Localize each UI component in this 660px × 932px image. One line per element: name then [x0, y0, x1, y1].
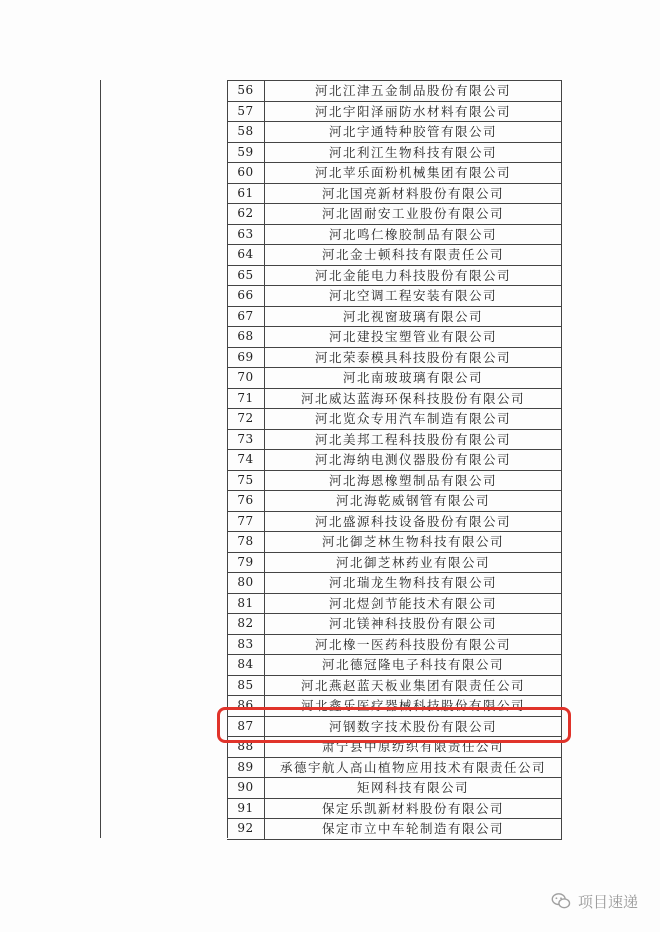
row-number: 84: [227, 655, 265, 675]
company-name: 河北南玻玻璃有限公司: [342, 370, 483, 385]
table-row: [227, 163, 561, 184]
company-name: 矩网科技有限公司: [356, 780, 469, 795]
company-name: 河北燕赵蓝天板业集团有限责任公司: [300, 677, 525, 693]
row-number: 85: [227, 676, 265, 696]
table-row: [227, 266, 561, 287]
table-row: [227, 573, 561, 594]
row-number: 60: [227, 163, 265, 183]
table-row: [227, 184, 561, 205]
company-name: 保定乐凯新材料股份有限公司: [321, 800, 504, 816]
row-number: 65: [227, 266, 265, 286]
row-number: 62: [227, 204, 265, 224]
company-name: 河北橡一医药科技股份有限公司: [314, 636, 511, 652]
table-row: [227, 225, 561, 246]
company-name: 河北利江生物科技有限公司: [328, 144, 497, 160]
company-name: 河北览众专用汽车制造有限公司: [314, 411, 511, 426]
table-row: [227, 245, 561, 266]
row-number: 75: [227, 471, 265, 491]
row-number: 72: [227, 409, 265, 429]
table-row: [227, 122, 561, 143]
wechat-icon: [550, 890, 572, 912]
row-number: 66: [227, 286, 265, 306]
company-name: 河北金士顿科技有限责任公司: [321, 247, 504, 262]
row-number: 71: [227, 389, 265, 409]
row-number: 79: [227, 553, 265, 573]
company-name: 河北建投宝塑管业有限公司: [328, 329, 497, 344]
table-row: [227, 81, 561, 102]
table-row: [227, 819, 561, 840]
company-name: 河北煜剑节能技术有限公司: [328, 595, 497, 611]
company-name: 河北威达蓝海环保科技股份有限公司: [300, 390, 525, 406]
row-number: 81: [227, 594, 265, 614]
company-name: 河北金能电力科技股份有限公司: [314, 267, 511, 283]
row-number: 90: [227, 778, 265, 798]
table-row: [227, 307, 561, 328]
table-row: [227, 758, 561, 779]
row-number: 74: [227, 450, 265, 470]
row-number: 67: [227, 307, 265, 327]
watermark: [550, 890, 638, 912]
company-name: 河北鑫乐医疗器械科技股份有限公司: [300, 698, 525, 713]
row-number: 61: [227, 184, 265, 204]
company-name: 河北海乾威钢管有限公司: [335, 493, 490, 508]
company-name: 河钢数字技术股份有限公司: [328, 718, 497, 734]
table-row: [227, 450, 561, 471]
company-name: 河北德冠隆电子科技有限公司: [321, 657, 504, 672]
row-number: 89: [227, 758, 265, 778]
company-name: 河北苹乐面粉机械集团有限公司: [314, 165, 511, 180]
table-row: [227, 143, 561, 164]
watermark-text: 项目速递: [577, 892, 638, 911]
row-number: 77: [227, 512, 265, 532]
company-name: 河北美邦工程科技股份有限公司: [314, 431, 511, 447]
table-row: [227, 553, 561, 574]
table-row: [227, 409, 561, 430]
company-name: 河北瑞龙生物科技有限公司: [328, 575, 497, 590]
table-row: [227, 286, 561, 307]
company-name: 河北鸣仁橡胶制品有限公司: [328, 226, 497, 242]
table-row: [227, 778, 561, 799]
table-row: [227, 430, 561, 451]
table-row: [227, 655, 561, 676]
row-number: 80: [227, 573, 265, 593]
table-row: [227, 389, 561, 410]
table-row: [227, 676, 561, 697]
company-name: 河北固耐安工业股份有限公司: [321, 206, 504, 221]
row-number: 82: [227, 614, 265, 634]
row-number: 86: [227, 696, 265, 716]
row-number: 78: [227, 532, 265, 552]
company-name: 河北御芝林生物科技有限公司: [321, 534, 504, 549]
company-name: 河北宇阳泽丽防水材料有限公司: [314, 103, 511, 119]
company-name: 河北江津五金制品股份有限公司: [314, 83, 511, 98]
company-name: 河北空调工程安装有限公司: [328, 288, 497, 303]
table-row: [227, 614, 561, 635]
table-row: [227, 102, 561, 123]
row-number: 88: [227, 737, 265, 757]
company-name: 河北宇通特种胶管有限公司: [328, 124, 497, 139]
company-name: 河北镁神科技股份有限公司: [328, 616, 497, 631]
company-name: 河北海恩橡塑制品有限公司: [328, 472, 497, 488]
row-number: 58: [227, 122, 265, 142]
row-number: 63: [227, 225, 265, 245]
company-name: 河北盛源科技设备股份有限公司: [314, 513, 511, 529]
company-name: 保定市立中车轮制造有限公司: [321, 821, 504, 836]
table-row: [227, 532, 561, 553]
row-number: 73: [227, 430, 265, 450]
row-number: 70: [227, 368, 265, 388]
table-row: [227, 348, 561, 369]
row-number: 76: [227, 491, 265, 511]
highlight-box: [217, 707, 571, 743]
table-row: [227, 471, 561, 492]
row-number: 68: [227, 327, 265, 347]
row-number: 83: [227, 635, 265, 655]
company-name: 肃宁县中原纺织有限责任公司: [321, 739, 504, 754]
company-name: 承德宇航人高山植物应用技术有限责任公司: [279, 759, 546, 775]
company-name: 河北国亮新材料股份有限公司: [321, 185, 504, 201]
row-number: 64: [227, 245, 265, 265]
row-number: 69: [227, 348, 265, 368]
table-row: [227, 635, 561, 656]
company-name: 河北海纳电测仪器股份有限公司: [314, 452, 511, 467]
row-number: 59: [227, 143, 265, 163]
row-number: 57: [227, 102, 265, 122]
row-number: 92: [227, 819, 265, 839]
row-number: 91: [227, 799, 265, 819]
table-row: [227, 368, 561, 389]
table-row: [227, 799, 561, 820]
company-name: 河北视窗玻璃有限公司: [342, 308, 483, 324]
row-number: 87: [227, 717, 265, 737]
table-row: [227, 491, 561, 512]
table-row: [227, 327, 561, 348]
table-row: [227, 204, 561, 225]
company-name: 河北御芝林药业有限公司: [335, 554, 490, 570]
table-row: [227, 594, 561, 615]
table-row: [227, 512, 561, 533]
merged-left-column: [100, 80, 228, 838]
row-number: 56: [227, 81, 265, 101]
company-name: 河北荣泰模具科技股份有限公司: [314, 349, 511, 365]
